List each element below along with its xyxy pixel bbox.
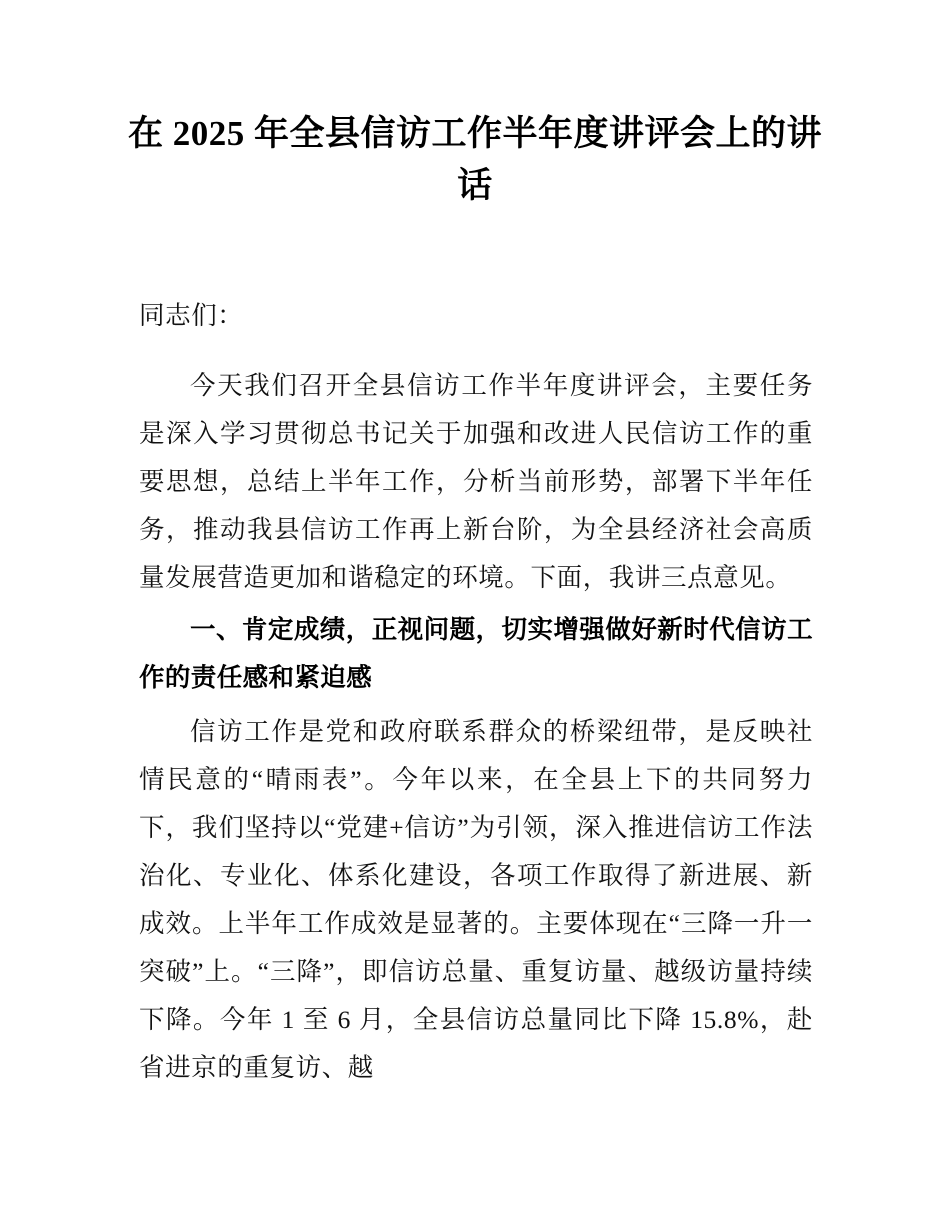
document-title-line-1: 在 2025 年全县信访工作半年度讲评会上的讲 (127, 114, 822, 153)
paragraph-intro: 今天我们召开全县信访工作半年度讲评会，主要任务是深入学习贯彻总书记关于加强和改进人民信访工作的重要思想，总结上半年工作，分析当前形势，部署下半年任务，推动我县信访工作再上新台阶，为全县经济社会高质量发展营造更加和谐稳定的环境。下面，我讲三点意见。 (139, 371, 813, 592)
paragraph-section-1-body: 信访工作是党和政府联系群众的桥梁纽带，是反映社情民意的“晴雨表”。今年以来，在全县上下的共同努力下，我们坚持以“党建+信访”为引领，深入推进信访工作法治化、专业化、体系化建设，各项工作取得了新进展、新成效。上半年工作成效是显著的。主要体现在“三降一升一突破”上。“三降”，即信访总量、重复访量、越级访量持续下降。今年 1 至 6 月，全县信访总量同比下降 15.8%，赴省进京的重复访、越 (139, 717, 813, 1082)
document-title (118, 108, 832, 212)
salutation: 同志们： (139, 301, 244, 330)
section-heading-1: 一、肯定成绩，正视问题，切实增强做好新时代信访工作的责任感和紧迫感 (139, 616, 813, 692)
document-body (139, 292, 813, 1092)
document-title-line-2: 话 (457, 166, 493, 205)
